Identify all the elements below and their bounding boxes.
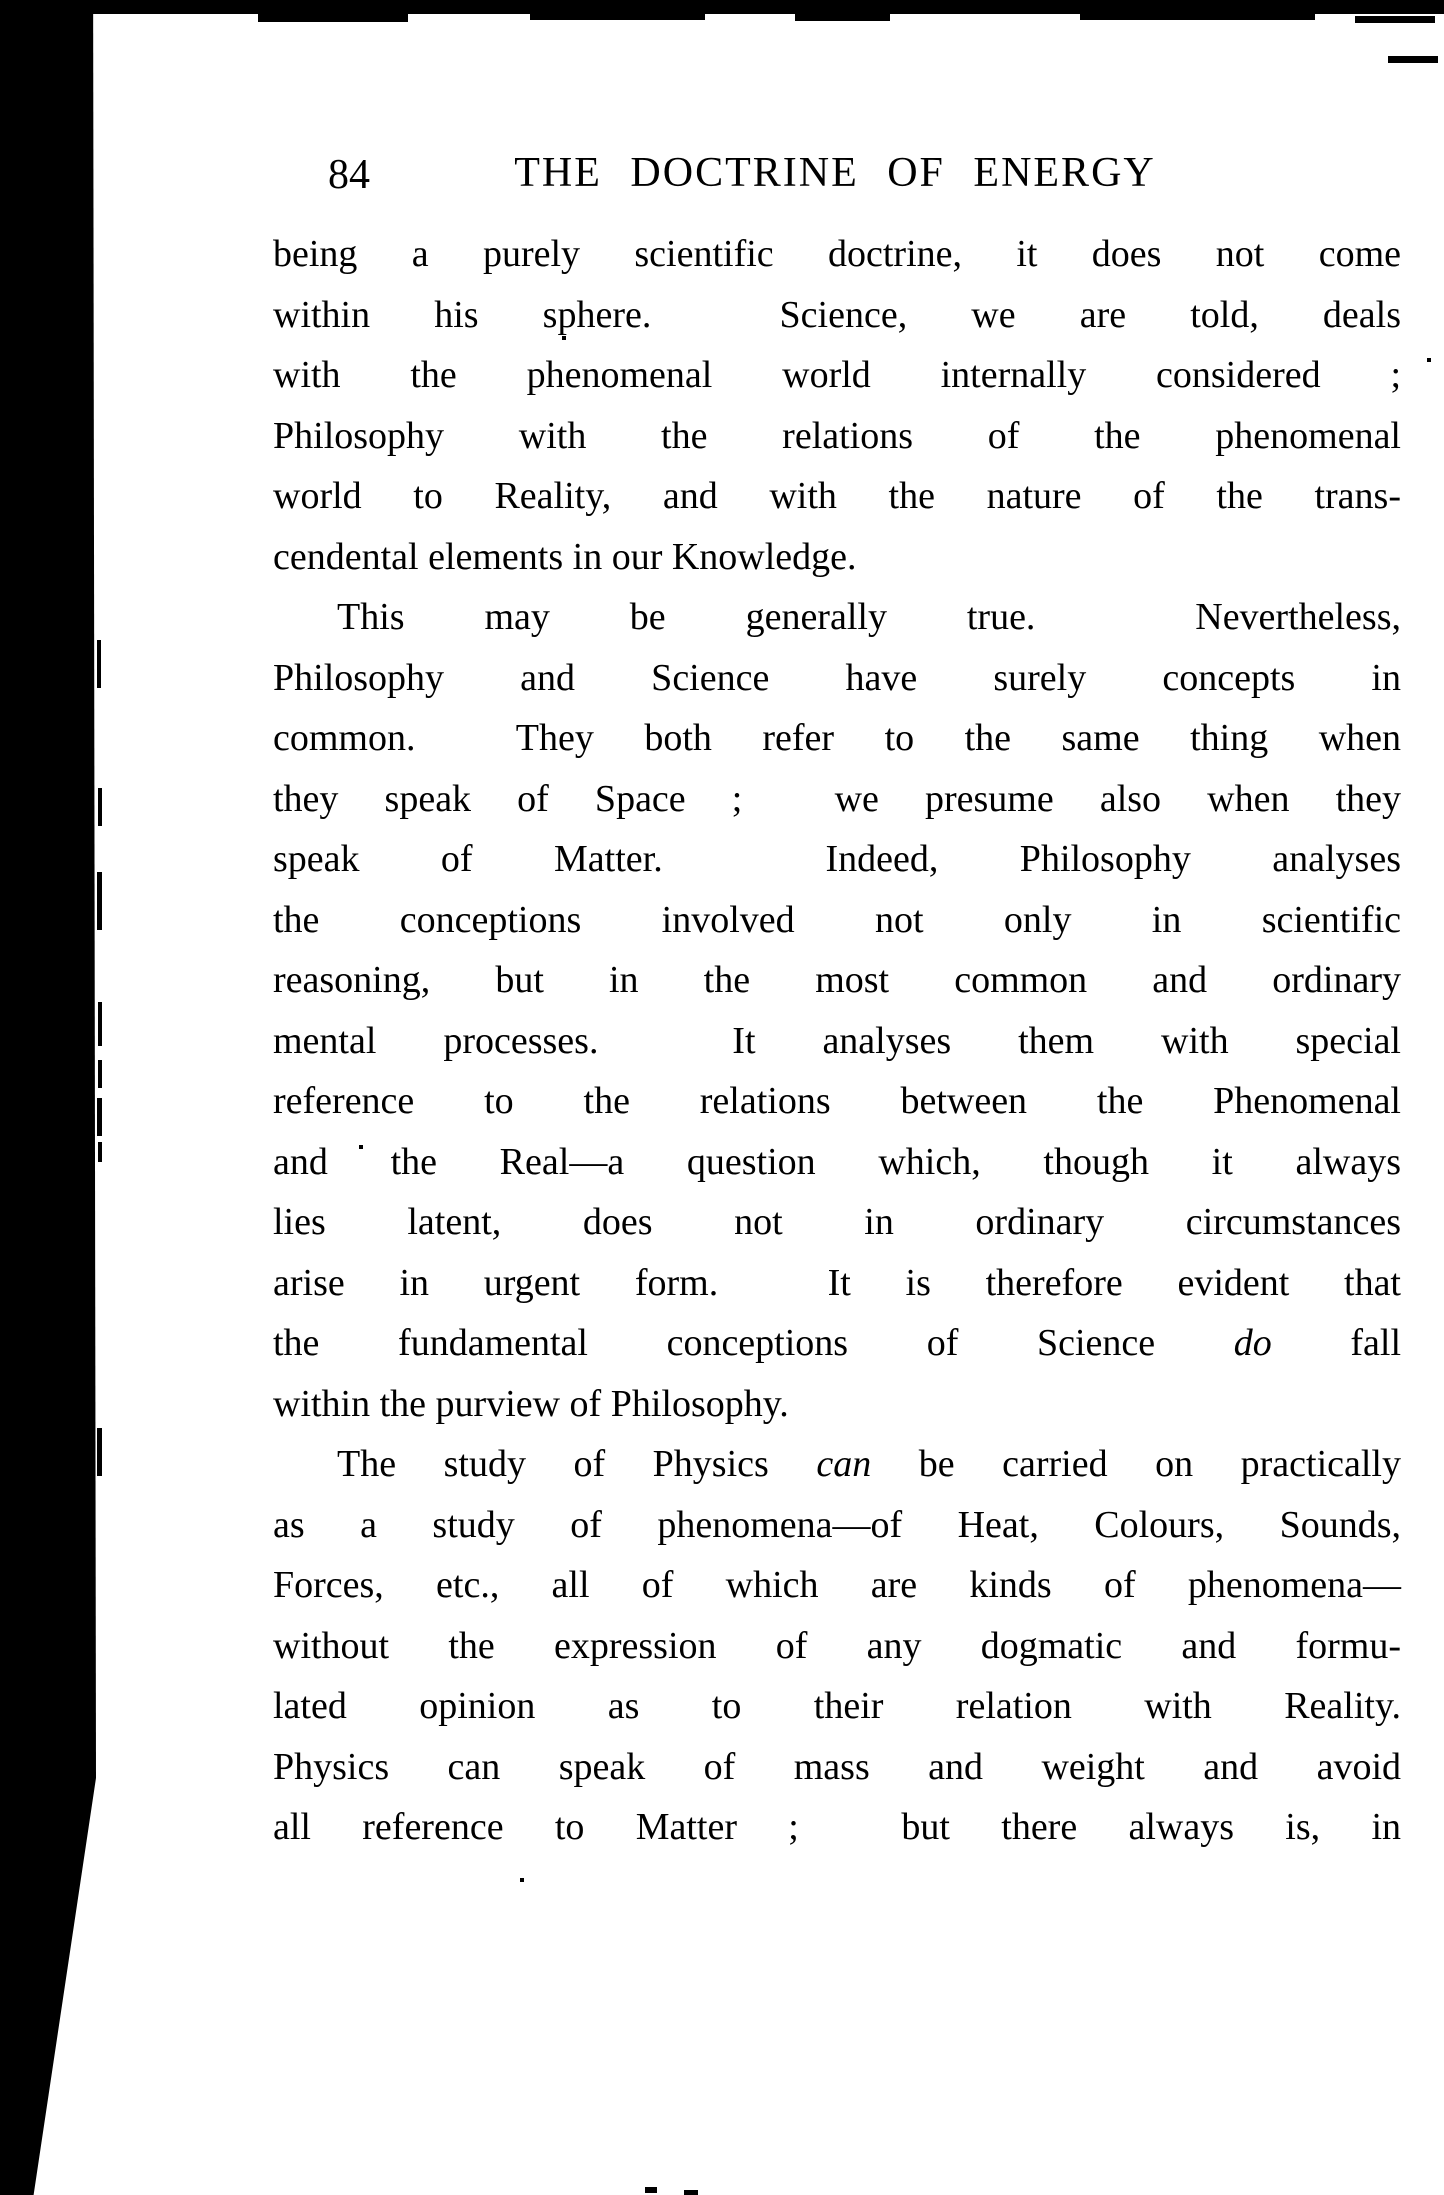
scan-artifact <box>258 14 408 22</box>
text-line: This may be generally true. Nevertheless, <box>337 596 1401 638</box>
text-line: and the Real—a question which, though it always <box>273 1140 1401 1183</box>
text-line: being a purely scientific doctrine, it does not come <box>273 233 1401 275</box>
text-line: within his sphere. Science, we are told, deals <box>273 293 1401 336</box>
scan-artifact <box>1080 9 1315 20</box>
text-line: world to Reality, and with the nature of the trans- <box>273 475 1401 517</box>
text-line: the conceptions involved not only in scientific <box>273 898 1401 941</box>
scan-artifact <box>98 788 102 826</box>
scan-artifact <box>520 1878 524 1882</box>
text-line: as a study of phenomena—of Heat, Colours, Sounds, <box>273 1503 1401 1546</box>
scan-artifact <box>645 2187 657 2193</box>
text-line: Philosophy with the relations of the phenomenal <box>273 414 1401 457</box>
text-line: lies latent, does not in ordinary circumstances <box>273 1201 1401 1243</box>
text-line: without the expression of any dogmatic and formu- <box>273 1624 1401 1667</box>
text-line: speak of Matter. Indeed, Philosophy analyses <box>273 838 1401 880</box>
page-text <box>273 224 1401 1858</box>
text-line: cendental elements in our Knowledge. <box>273 535 857 578</box>
text-line: common. They both refer to the same thing when <box>273 717 1401 759</box>
scan-artifact <box>98 1002 102 1046</box>
scan-artifact <box>97 1428 102 1476</box>
text-line: Philosophy and Science have surely concepts in <box>273 656 1401 699</box>
text-line: reference to the relations between the Phenomenal <box>273 1080 1401 1122</box>
text-line: Forces, etc., all of which are kinds of phenomena— <box>273 1564 1401 1606</box>
scan-artifact <box>97 872 102 930</box>
scan-artifact <box>684 2190 698 2195</box>
text-line: Physics can speak of mass and weight and avoid <box>273 1745 1401 1788</box>
text-line: within the purview of Philosophy. <box>273 1382 789 1425</box>
scan-artifact <box>1388 56 1438 63</box>
scan-artifact <box>1427 358 1431 362</box>
scan-artifact <box>530 11 705 20</box>
page-number: 84 <box>328 152 370 198</box>
text-line: all reference to Matter ; but there always is, in <box>273 1806 1401 1848</box>
running-title: THE DOCTRINE OF ENERGY <box>514 150 1156 196</box>
text-line: lated opinion as to their relation with Reality. <box>273 1685 1401 1727</box>
text-line: the fundamental conceptions of Science do fall <box>273 1322 1402 1364</box>
scan-artifact <box>98 1142 102 1162</box>
text-line: they speak of Space ; we presume also when they <box>273 777 1401 820</box>
scan-artifact <box>98 1060 102 1088</box>
page-header <box>270 148 1400 200</box>
scan-artifact <box>97 640 101 688</box>
text-line: reasoning, but in the most common and ordinary <box>273 959 1401 1001</box>
scan-artifact <box>1355 16 1435 23</box>
text-line: arise in urgent form. It is therefore evident that <box>273 1261 1401 1304</box>
text-line: The study of Physics can be carried on practically <box>337 1443 1401 1485</box>
text-line: with the phenomenal world internally considered ; <box>273 354 1401 396</box>
scan-edge-left <box>0 0 96 2195</box>
text-line: mental processes. It analyses them with special <box>273 1019 1401 1062</box>
scan-artifact <box>97 1098 102 1136</box>
scan-artifact <box>795 14 890 21</box>
